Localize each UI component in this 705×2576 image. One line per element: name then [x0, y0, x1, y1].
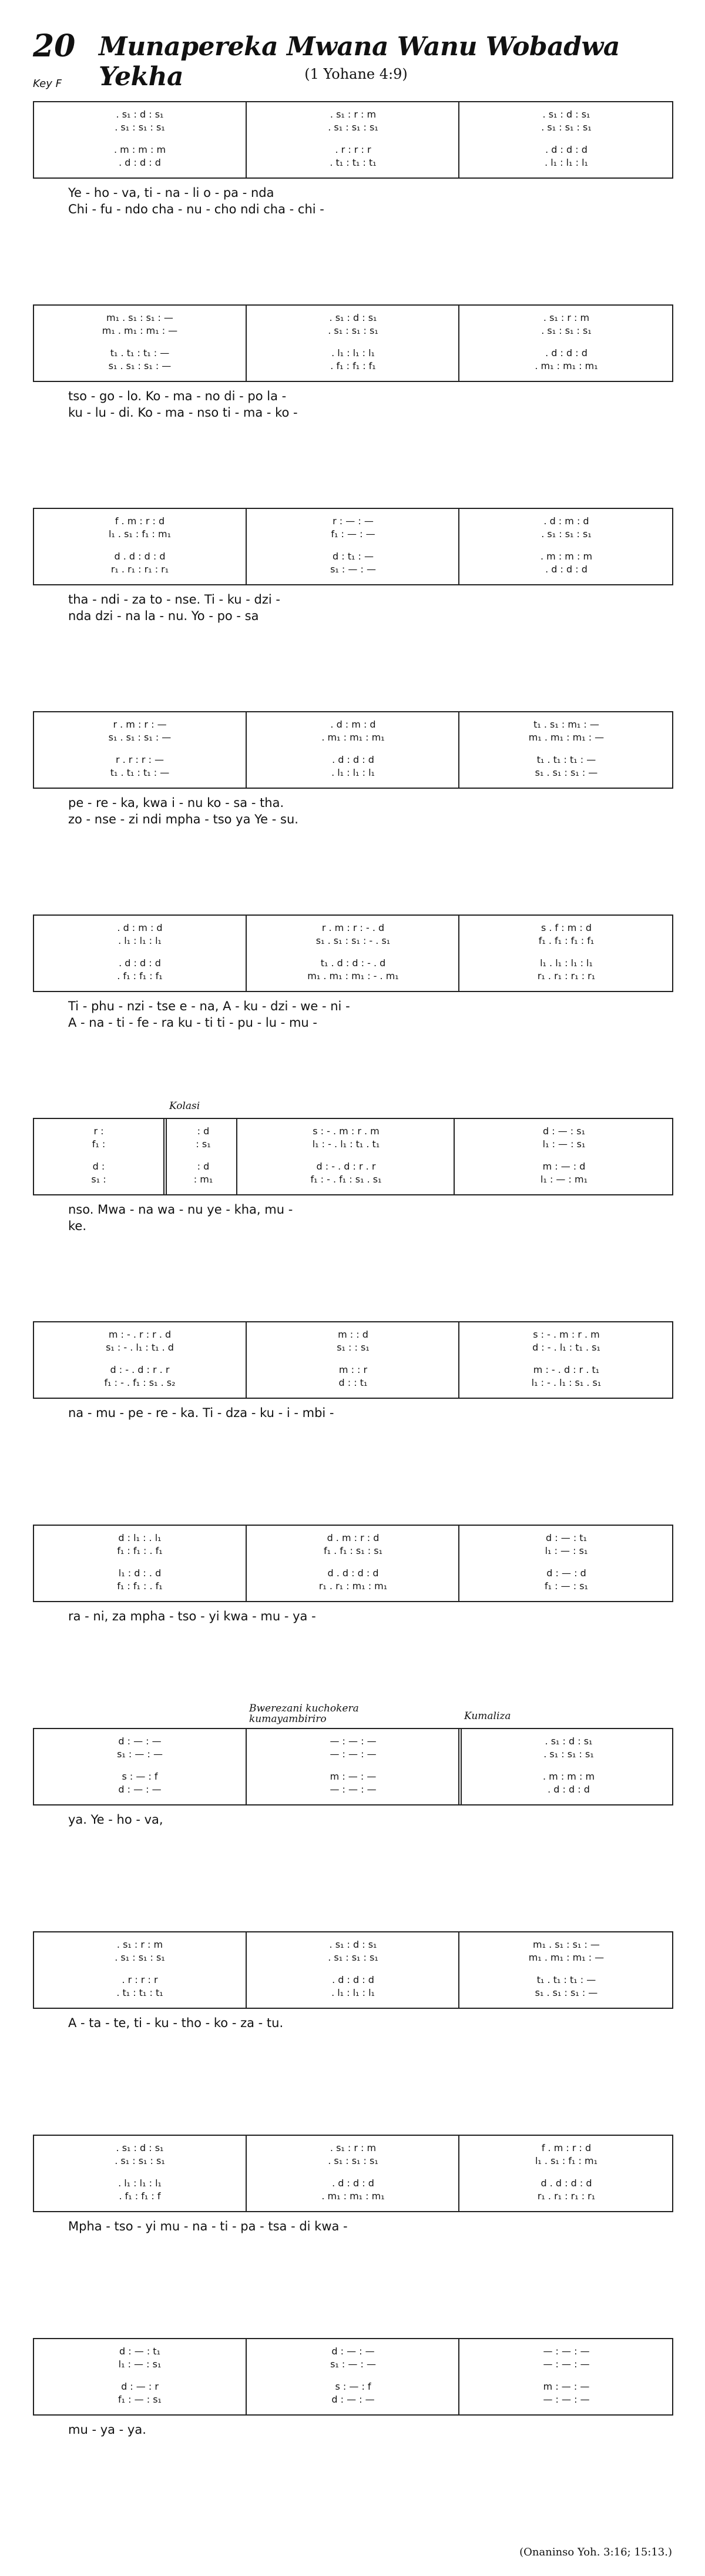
- alto-line: . s₁ : s₁ : s₁: [541, 121, 592, 133]
- music-system: [33, 1703, 672, 1898]
- hymn-header: [33, 24, 679, 92]
- soprano-line: d . m : r : d: [327, 1532, 380, 1543]
- lyrics-line-2: A - na - ti - fe - ra ku - ti ti - pu - lu - mu -: [68, 1016, 317, 1030]
- measure: [34, 2339, 246, 2414]
- tenor-line: d : — : d: [546, 1567, 586, 1579]
- alto-line: f₁ :: [92, 1138, 106, 1150]
- measure: [246, 916, 459, 991]
- soprano-line: d : — : s₁: [542, 1125, 586, 1137]
- bass-line: f₁ : f₁ : . f₁: [117, 1580, 163, 1592]
- measure: [34, 1119, 163, 1194]
- alto-line: s₁ : - . l₁ : t₁ . d: [106, 1341, 174, 1353]
- alto-line: l₁ . s₁ : f₁ : m₁: [108, 528, 172, 540]
- measure: [34, 2136, 246, 2211]
- bass-line: : m₁: [193, 1173, 213, 1185]
- tenor-line: s : — : f: [335, 2380, 371, 2392]
- tenor-line: s : — : f: [122, 1770, 158, 1782]
- solfa-staff-box: [33, 711, 673, 789]
- soprano-line: . s₁ : d : s₁: [329, 311, 377, 323]
- alto-line: d : - . l₁ : t₁ . s₁: [532, 1341, 600, 1353]
- music-system: [33, 1525, 672, 1695]
- tenor-line: m : — : d: [542, 1160, 586, 1172]
- solfa-staff-box: [33, 1321, 673, 1399]
- alto-line: s₁ : — : —: [330, 2358, 376, 2370]
- bass-line: s₁ :: [91, 1173, 106, 1185]
- lyrics-line-1: tha - ndi - za to - nse. Ti - ku - dzi -: [68, 592, 280, 607]
- bass-line: . m₁ : m₁ : m₁: [535, 360, 598, 371]
- alto-line: l₁ : — : s₁: [542, 1138, 586, 1150]
- measure: [236, 1119, 455, 1194]
- bass-line: . d : d : d: [548, 1783, 590, 1795]
- soprano-line: . d : m : d: [117, 922, 163, 933]
- measure: [34, 712, 246, 788]
- measure: [34, 306, 246, 381]
- measure: [34, 916, 246, 991]
- tenor-line: l₁ : d : . d: [118, 1567, 162, 1579]
- alto-line: l₁ : - . l₁ : t₁ . t₁: [312, 1138, 380, 1150]
- alto-line: . s₁ : s₁ : s₁: [115, 2155, 165, 2166]
- bass-line: — : — : —: [330, 1783, 377, 1795]
- measure: [458, 509, 673, 584]
- tenor-line: . d : d : d: [332, 1974, 374, 1985]
- bass-line: r₁ . r₁ : r₁ : r₁: [110, 563, 169, 575]
- alto-line: f₁ : — : —: [331, 528, 375, 540]
- alto-line: . s₁ : s₁ : s₁: [328, 1951, 378, 1963]
- tenor-line: d :: [92, 1160, 105, 1172]
- measure: [34, 1322, 246, 1398]
- soprano-line: r :: [93, 1125, 104, 1137]
- soprano-line: m : - . r : r . d: [108, 1328, 172, 1340]
- bass-line: . f₁ : f₁ : f₁: [330, 360, 376, 371]
- tenor-line: t₁ . t₁ : t₁ : —: [536, 753, 596, 765]
- tenor-line: m : - . d : r . t₁: [533, 1364, 600, 1375]
- solfa-staff-box: [33, 2338, 673, 2416]
- tenor-line: r . r : r : —: [115, 753, 164, 765]
- bass-line: d : — : —: [331, 2393, 375, 2405]
- tenor-line: m : : r: [338, 1364, 368, 1375]
- tenor-line: t₁ . d : d : - . d: [320, 957, 386, 969]
- tenor-line: d : - . d : r . r: [110, 1364, 170, 1375]
- lyrics-line-2: [33, 1422, 672, 1440]
- lyrics-line-1: nso. Mwa - na wa - nu ye - kha, mu -: [68, 1202, 293, 1217]
- tenor-line: m : — : —: [543, 2380, 590, 2392]
- lyrics-line-1: Ti - phu - nzi - tse e - na, A - ku - dzi - we - ni -: [68, 999, 350, 1013]
- bass-line: m₁ . m₁ : m₁ : - . m₁: [307, 970, 399, 982]
- soprano-line: r . m : r : —: [113, 718, 167, 730]
- tenor-line: d : t₁ : —: [333, 550, 374, 562]
- bass-line: s₁ : — : —: [330, 563, 376, 575]
- alto-line: . s₁ : s₁ : s₁: [328, 2155, 378, 2166]
- alto-line: m₁ . m₁ : m₁ : —: [528, 731, 605, 743]
- soprano-line: . d : m : d: [543, 515, 589, 527]
- tenor-line: . r : r : r: [122, 1974, 158, 1985]
- bass-line: l₁ : - . l₁ : s₁ . s₁: [531, 1376, 602, 1388]
- measure: [34, 102, 246, 177]
- soprano-line: . s₁ : d : s₁: [542, 108, 590, 120]
- alto-line: . l₁ : l₁ : l₁: [118, 934, 162, 946]
- alto-line: . s₁ : s₁ : s₁: [541, 324, 592, 336]
- key-signature: Key F: [33, 78, 62, 90]
- measure: [458, 1322, 673, 1398]
- hymn-number: 20: [33, 28, 76, 64]
- measure: [458, 1710, 676, 1804]
- tenor-line: . m : m : m: [540, 550, 593, 562]
- measure: [246, 2136, 459, 2211]
- lyrics-line-2: [33, 2236, 672, 2253]
- lyrics-line-1: pe - re - ka, kwa i - nu ko - sa - tha.: [68, 796, 284, 810]
- soprano-line: r : — : —: [333, 515, 374, 527]
- soprano-line: m₁ . s₁ : s₁ : —: [106, 311, 173, 323]
- soprano-line: — : — : —: [330, 1735, 377, 1747]
- solfa-staff-box: [33, 915, 673, 992]
- solfa-staff-box: [33, 508, 673, 585]
- music-system: [33, 101, 672, 272]
- music-system: [33, 2338, 672, 2508]
- lyrics-line-2: [33, 1829, 672, 1847]
- measure: [246, 509, 459, 584]
- music-system: [33, 508, 672, 678]
- bass-line: d : : t₁: [338, 1376, 368, 1388]
- tenor-line: . d : d : d: [119, 957, 161, 969]
- soprano-line: . s₁ : d : s₁: [116, 108, 164, 120]
- alto-line: l₁ : — : s₁: [545, 1545, 588, 1556]
- solfa-staff-box: [33, 1931, 673, 2009]
- bass-line: . d : d : d: [545, 563, 588, 575]
- soprano-line: f . m : r : d: [115, 515, 165, 527]
- soprano-line: d : l₁ : . l₁: [118, 1532, 162, 1543]
- alto-line: s₁ . s₁ : s₁ : - . s₁: [315, 934, 391, 946]
- lyrics-line-1: tso - go - lo. Ko - ma - no di - po la -: [68, 389, 287, 403]
- bass-line: r₁ . r₁ : r₁ : r₁: [537, 2190, 596, 2202]
- bass-line: f₁ : — : s₁: [118, 2393, 162, 2405]
- soprano-line: m : : d: [338, 1328, 368, 1340]
- bass-line: s₁ . s₁ : s₁ : —: [535, 766, 598, 778]
- soprano-line: . s₁ : r : m: [330, 108, 377, 120]
- soprano-line: . s₁ : r : m: [330, 2142, 377, 2153]
- solfa-staff-box: [33, 304, 673, 382]
- soprano-line: . d : m : d: [330, 718, 376, 730]
- music-system: [33, 1931, 672, 2102]
- bass-line: f₁ : - . f₁ : s₁ . s₁: [310, 1173, 382, 1185]
- measure: [458, 1932, 673, 2008]
- soprano-line: — : — : —: [543, 2345, 590, 2357]
- soprano-line: s : - . m : r . m: [313, 1125, 380, 1137]
- solfa-staff-box: [33, 2135, 673, 2212]
- lyrics-line-1: mu - ya - ya.: [68, 2423, 146, 2437]
- music-system: [33, 1100, 672, 1288]
- lyrics-line-2: nda dzi - na la - nu. Yo - po - sa: [68, 609, 259, 623]
- tenor-line: . d : d : d: [545, 347, 588, 359]
- bass-line: l₁ : — : m₁: [540, 1173, 588, 1185]
- bass-line: . t₁ : t₁ : t₁: [116, 1987, 163, 1998]
- alto-line: f₁ : f₁ : . f₁: [117, 1545, 163, 1556]
- tenor-line: . m : m : m: [542, 1770, 595, 1782]
- alto-line: m₁ . m₁ : m₁ : —: [528, 1951, 605, 1963]
- bass-line: . m₁ : m₁ : m₁: [321, 2190, 385, 2202]
- tenor-line: t₁ . t₁ : t₁ : —: [536, 1974, 596, 1985]
- alto-line: . s₁ : s₁ : s₁: [541, 528, 592, 540]
- bass-line: s₁ . s₁ : s₁ : —: [535, 1987, 598, 1998]
- lyrics-line-2: [33, 1626, 672, 1643]
- tenor-line: l₁ . l₁ : l₁ : l₁: [540, 957, 593, 969]
- measure: [163, 1100, 240, 1194]
- measure: [246, 1526, 459, 1601]
- bass-line: s₁ . s₁ : s₁ : —: [108, 360, 172, 371]
- bass-line: . l₁ : l₁ : l₁: [331, 766, 375, 778]
- lyrics-line-1: Mpha - tso - yi mu - na - ti - pa - tsa - di kwa -: [68, 2219, 348, 2233]
- chorus-label: Kolasi: [169, 1100, 200, 1112]
- soprano-line: t₁ . s₁ : m₁ : —: [533, 718, 599, 730]
- solfa-staff-box: [33, 101, 673, 179]
- lyrics-line-1: na - mu - pe - re - ka. Ti - dza - ku - i - mbi -: [68, 1406, 334, 1420]
- alto-line: l₁ . s₁ : f₁ : m₁: [535, 2155, 598, 2166]
- measure: [458, 306, 673, 381]
- lyrics-line-1: ya. Ye - ho - va,: [68, 1813, 163, 1827]
- bass-line: r₁ . r₁ : r₁ : r₁: [537, 970, 596, 982]
- soprano-line: : d: [197, 1125, 210, 1137]
- measure: [34, 509, 246, 584]
- measure: [454, 1119, 673, 1194]
- alto-line: l₁ : — : s₁: [118, 2358, 162, 2370]
- music-system: [33, 1321, 672, 1492]
- bass-line: . t₁ : t₁ : t₁: [330, 156, 377, 168]
- music-system: [33, 711, 672, 882]
- soprano-line: f . m : r : d: [541, 2142, 592, 2153]
- measure: [246, 712, 459, 788]
- soprano-line: . s₁ : d : s₁: [329, 1938, 377, 1950]
- alto-line: . s₁ : s₁ : s₁: [115, 1951, 165, 1963]
- repeat-instruction-label: Bwerezani kuchokera kumayambiriro: [249, 1703, 359, 1725]
- soprano-line: . s₁ : r : m: [116, 1938, 163, 1950]
- alto-line: — : — : —: [330, 1748, 377, 1760]
- lyrics-line-2: [33, 2032, 672, 2050]
- bass-line: d : — : —: [118, 1783, 162, 1795]
- tenor-line: d : - . d : r . r: [316, 1160, 376, 1172]
- measure: [246, 1703, 459, 1804]
- measure: [246, 2339, 459, 2414]
- tenor-line: . m : m : m: [113, 143, 166, 155]
- measure: [458, 2136, 673, 2211]
- bass-line: f₁ : - . f₁ : s₁ . s₂: [104, 1376, 176, 1388]
- music-system: [33, 2135, 672, 2305]
- solfa-staff-box: [33, 1525, 673, 1602]
- alto-line: . s₁ : s₁ : s₁: [543, 1748, 594, 1760]
- lyrics-line-2: ku - lu - di. Ko - ma - nso ti - ma - ko -: [68, 406, 298, 420]
- soprano-line: . s₁ : d : s₁: [545, 1735, 593, 1747]
- alto-line: s₁ . s₁ : s₁ : —: [108, 731, 172, 743]
- tenor-line: d . d : d : d: [327, 1567, 379, 1579]
- lyrics-line-1: ra - ni, za mpha - tso - yi kwa - mu - ya -: [68, 1609, 316, 1623]
- measure: [34, 1729, 246, 1804]
- tenor-line: . d : d : d: [332, 2177, 374, 2189]
- music-system: [33, 304, 672, 475]
- bass-line: — : — : —: [543, 2393, 590, 2405]
- soprano-line: r . m : r : - . d: [321, 922, 385, 933]
- alto-line: f₁ . f₁ : f₁ : f₁: [538, 934, 595, 946]
- tenor-line: . l₁ : l₁ : l₁: [331, 347, 375, 359]
- ending-label: Kumaliza: [464, 1710, 511, 1722]
- alto-line: — : — : —: [543, 2358, 590, 2370]
- tenor-line: m : — : —: [330, 1770, 377, 1782]
- tenor-line: . r : r : r: [335, 143, 371, 155]
- lyrics-line-1: A - ta - te, ti - ku - tho - ko - za - tu.: [68, 2016, 284, 2030]
- soprano-line: . s₁ : d : s₁: [116, 2142, 164, 2153]
- alto-line: s₁ : — : —: [117, 1748, 163, 1760]
- soprano-line: d : — : —: [118, 1735, 162, 1747]
- measure: [458, 102, 673, 177]
- lyrics-line-1: Ye - ho - va, ti - na - li o - pa - nda: [68, 186, 274, 200]
- measure: [458, 1526, 673, 1601]
- bass-line: . f₁ : f₁ : f₁: [117, 970, 163, 982]
- measure: [246, 1932, 459, 2008]
- bass-line: . d : d : d: [119, 156, 161, 168]
- measure: [246, 306, 459, 381]
- measure: [34, 1526, 246, 1601]
- lyrics-line-2: zo - nse - zi ndi mpha - tso ya Ye - su.: [68, 812, 298, 826]
- alto-line: f₁ . f₁ : s₁ : s₁: [324, 1545, 382, 1556]
- measure: [458, 2339, 673, 2414]
- measure: [458, 712, 673, 788]
- soprano-line: d : — : —: [331, 2345, 375, 2357]
- tenor-line: . d : d : d: [332, 753, 374, 765]
- soprano-line: s . f : m : d: [540, 922, 592, 933]
- measure: [34, 1932, 246, 2008]
- soprano-line: d : — : t₁: [119, 2345, 160, 2357]
- bass-line: t₁ . t₁ : t₁ : —: [110, 766, 170, 778]
- bass-line: f₁ : — : s₁: [545, 1580, 588, 1592]
- lyrics-line-2: [33, 2439, 672, 2457]
- soprano-line: m₁ . s₁ : s₁ : —: [533, 1938, 600, 1950]
- tenor-line: . l₁ : l₁ : l₁: [118, 2177, 162, 2189]
- bass-line: . f₁ : f₁ : f: [119, 2190, 161, 2202]
- solfa-staff-box: [33, 1703, 673, 1805]
- measure: [458, 916, 673, 991]
- alto-line: . s₁ : s₁ : s₁: [328, 121, 378, 133]
- tenor-line: d : — : r: [121, 2380, 159, 2392]
- lyrics-line-2: ke.: [68, 1219, 87, 1233]
- bass-line: . l₁ : l₁ : l₁: [545, 156, 588, 168]
- tenor-line: : d: [197, 1160, 210, 1172]
- soprano-line: s : - . m : r . m: [533, 1328, 600, 1340]
- alto-line: m₁ . m₁ : m₁ : —: [102, 324, 178, 336]
- measure: [246, 102, 459, 177]
- lyrics-line-2: Chi - fu - ndo cha - nu - cho ndi cha - chi -: [68, 202, 324, 216]
- tenor-line: . d : d : d: [545, 143, 588, 155]
- bass-line: r₁ . r₁ : m₁ : m₁: [318, 1580, 388, 1592]
- music-system: [33, 915, 672, 1085]
- alto-line: . s₁ : s₁ : s₁: [115, 121, 165, 133]
- tenor-line: d . d : d : d: [540, 2177, 592, 2189]
- soprano-line: . s₁ : r : m: [543, 311, 590, 323]
- soprano-line: d : — : t₁: [546, 1532, 587, 1543]
- tenor-line: t₁ . t₁ : t₁ : —: [110, 347, 170, 359]
- solfa-staff-box: [33, 1100, 673, 1195]
- alto-line: . m₁ : m₁ : m₁: [321, 731, 385, 743]
- tenor-line: d . d : d : d: [114, 550, 166, 562]
- alto-line: . s₁ : s₁ : s₁: [328, 324, 378, 336]
- hymn-title: Munapereka Mwana Wanu Wobadwa Yekha: [99, 32, 620, 92]
- footer-reference: (Onaninso Yoh. 3:16; 15:13.): [519, 2546, 672, 2558]
- alto-line: s₁ : : s₁: [337, 1341, 370, 1353]
- measure: [246, 1322, 459, 1398]
- scripture-reference: (1 Yohane 4:9): [304, 66, 408, 82]
- bass-line: . l₁ : l₁ : l₁: [331, 1987, 375, 1998]
- alto-line: : s₁: [196, 1138, 211, 1150]
